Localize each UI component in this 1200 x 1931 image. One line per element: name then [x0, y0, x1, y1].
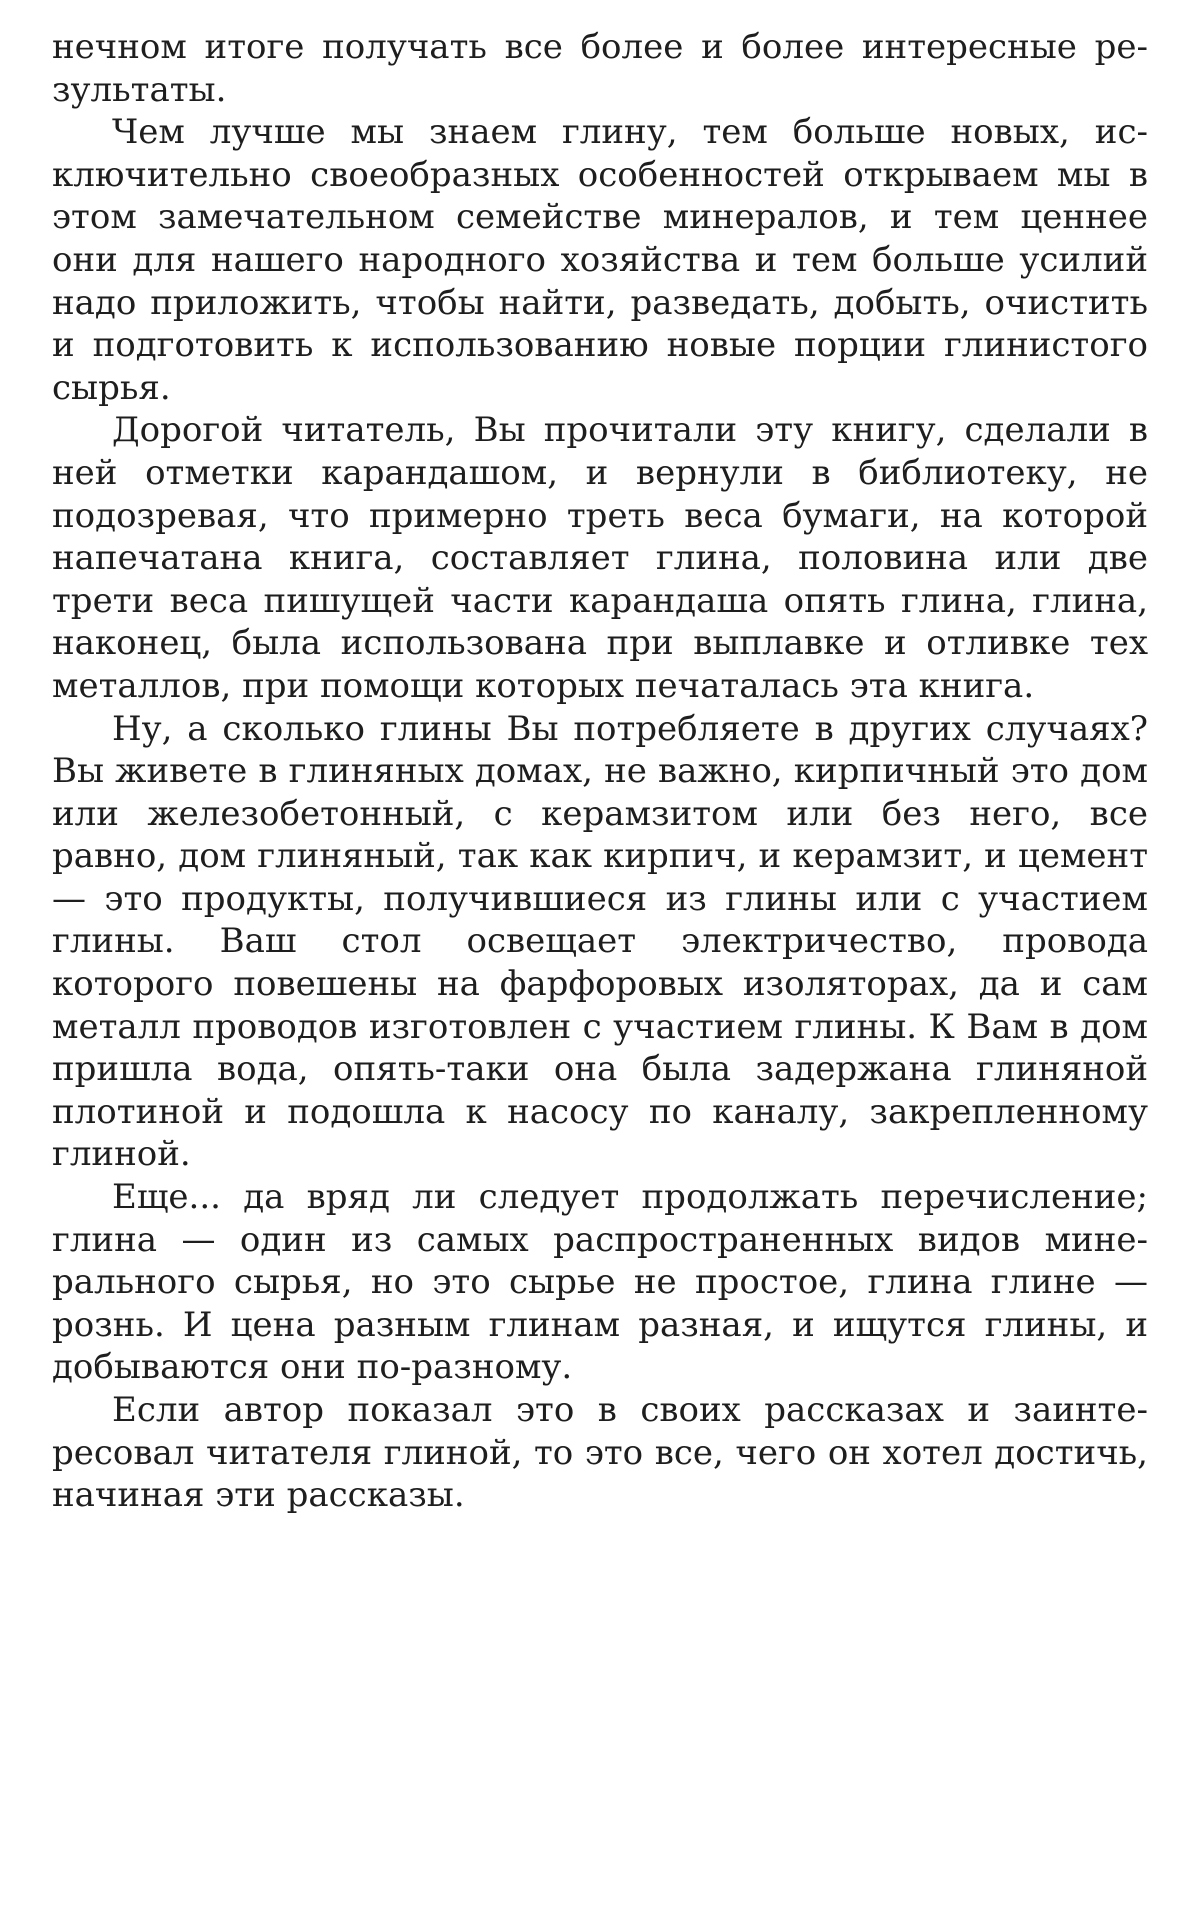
document-page [52, 26, 1148, 1517]
paragraph-4: Ну, а сколько глины Вы потребляете в других случаях? Вы живете в глиняных домах, не важно, кирпичный это дом или железобетонный, с керамзитом или без него, все равно, дом глиняный, так как кирпич, и керамзит, и цемент — это продукты, получившиеся из глины или с участием глины. Ваш стол освещает электричество, провода которого повешены на фарфоровых изоляторах, да и сам металл проводов изготовлен с участием глины. К Вам в дом пришла вода, опять-таки она была задержана глиняной плотиной и подошла к насосу по каналу, закрепленному глиной. [52, 708, 1148, 1175]
paragraph-6: Если автор показал это в своих рассказах и заинтересовал читателя глиной, то это все, чего он хотел достичь, начиная эти рассказы. [52, 1390, 1148, 1516]
paragraph-5: Еще... да вряд ли следует продолжать перечисление; глина — один из самых распространенных видов минерального сырья, но это сырье не простое, глина глине — рознь. И цена разным глинам разная, и ищутся глины, и добываются они по-разному. [52, 1177, 1148, 1388]
paragraph-2: Чем лучше мы знаем глину, тем больше новых, исключительно своеобразных особенностей открываем мы в этом замечательном семействе минералов, и тем ценнее они для нашего народного хозяйства и тем больше усилий надо приложить, чтобы найти, разведать, добыть, очистить и подготовить к использованию новые порции глинистого сырья. [52, 112, 1148, 408]
paragraph-3: Дорогой читатель, Вы прочитали эту книгу, сделали в ней отметки карандашом, и вернули в библиотеку, не подозревая, что примерно треть веса бумаги, на которой напечатана книга, составляет глина, половина или две трети веса пишущей части карандаша опять глина, глина, наконец, была использована при выплавке и отливке тех металлов, при помощи которых печаталась эта книга. [52, 410, 1148, 706]
paragraph-1: нечном итоге получать все более и более интересные результаты. [52, 27, 1148, 110]
